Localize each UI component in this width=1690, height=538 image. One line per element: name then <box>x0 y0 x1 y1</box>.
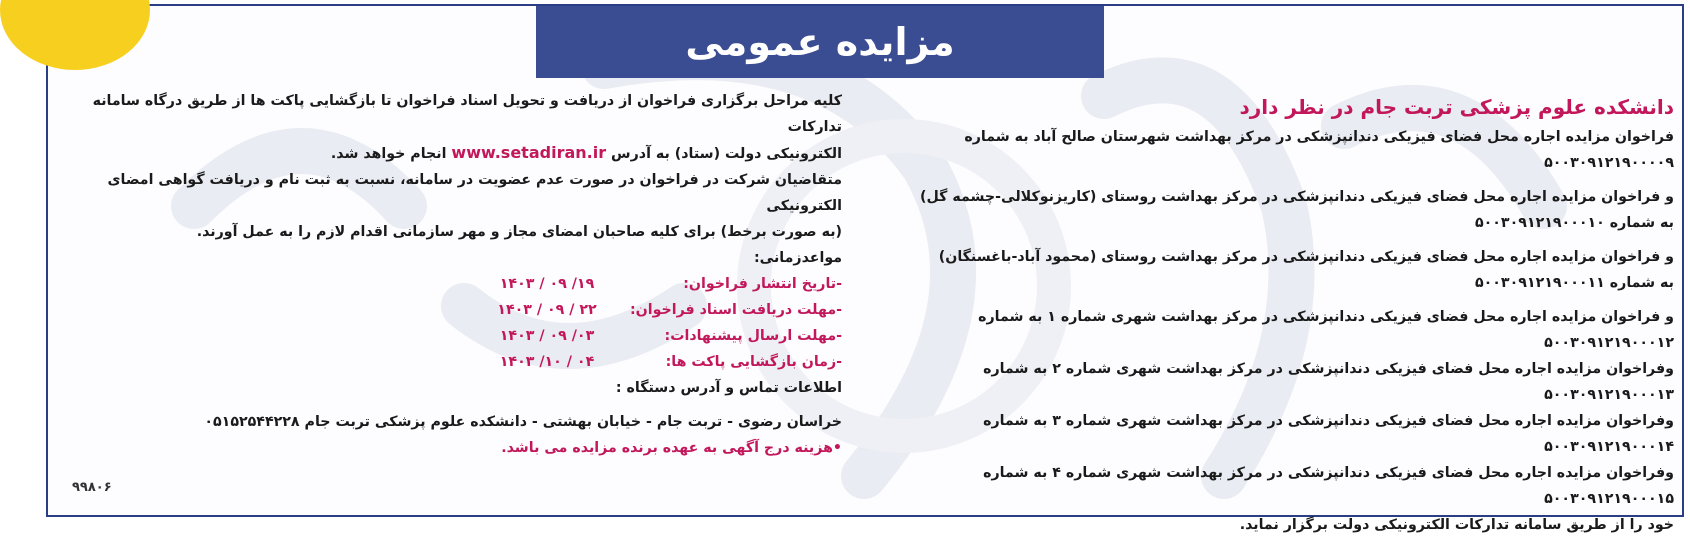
intro-line-1: کلیه مراحل برگزاری فراخوان از دریافت و تحویل اسناد فراخوان تا بازگشایی پاکت ها از طریق درگاه سامانه تدارکات <box>92 93 842 135</box>
schedule-date: ۱۴۰۳ /۱۰ / ۰۴ <box>499 354 595 370</box>
ad-number: ۹۹۸۰۶ <box>72 480 112 495</box>
page-title: مزایده عمومی <box>685 20 955 64</box>
call-line-2: و فراخوان مزایده اجاره محل فضای فیزیکی دندانپزشکی در مرکز بهداشت روستای (کاریزنوکلالی-چشمه گل) <box>920 189 1674 205</box>
schedule-date: ۱۴۰۳ / ۰۹ / ۲۲ <box>497 302 597 318</box>
right-column <box>862 92 1674 538</box>
call-number-1: ۵۰۰۳۰۹۱۲۱۹۰۰۰۰۹ <box>1544 155 1674 171</box>
schedule-date: ۱۴۰۳ / ۰۹ /۰۳ <box>499 328 595 344</box>
call-line-3: و فراخوان مزایده اجاره محل فضای فیزیکی دندانپزشکی در مرکز بهداشت روستای (محمود آباد-باغسنگان) <box>938 249 1674 265</box>
call-number-3: به شماره ۵۰۰۳۰۹۱۲۱۹۰۰۰۱۱ <box>1474 275 1674 291</box>
call-line-4: و فراخوان مزایده اجاره محل فضای فیزیکی دندانپزشکی در مرکز بهداشت شهری شماره ۱ به شماره ۵۰۰۳۰۹۱۲۱۹۰۰۰۱۲ <box>978 309 1674 351</box>
fee-note: •هزینه درج آگهی به عهده برنده مزایده می باشد. <box>501 440 842 456</box>
applicants-line-2: (به صورت برخط) برای کلیه صاحبان امضای مجاز و مهر سازمانی اقدام لازم را به عمل آورند. <box>196 224 842 240</box>
contact-heading: اطلاعات تماس و آدرس دستگاه : <box>615 380 842 396</box>
call-line-1: فراخوان مزایده اجاره محل فضای فیزیکی دندانپزشکی در مرکز بهداشت شهرستان صالح آباد به شماره <box>964 129 1674 145</box>
intro-line-2-post: انجام خواهد شد. <box>330 146 447 162</box>
schedule-row <box>382 323 842 349</box>
contact-address: خراسان رضوی - تربت جام - خیابان بهشتی - دانشکده علوم پزشکی تربت جام ۰۵۱۵۲۵۴۴۲۲۸ <box>204 414 842 430</box>
closing-line: خود را از طریق سامانه تدارکات الکترونیکی دولت برگزار نماید. <box>1239 517 1674 533</box>
schedule-heading: مواعدزمانی: <box>753 250 842 266</box>
schedule-label: -تاریخ انتشار فراخوان: <box>683 276 842 292</box>
call-line-7: وفراخوان مزایده اجاره محل فضای فیزیکی دندانپزشکی در مرکز بهداشت شهری شماره ۴ به شماره ۵۰۰۳۰۹۱۲۱۹۰۰۰۱۵ <box>983 465 1674 507</box>
schedule-row <box>382 297 842 323</box>
schedule-date: ۱۴۰۳ / ۰۹ /۱۹ <box>499 276 595 292</box>
schedule-label: -زمان بازگشایی پاکت ها: <box>665 354 842 370</box>
schedule-label: -مهلت دریافت اسناد فراخوان: <box>629 302 842 318</box>
schedule-row <box>382 271 842 297</box>
call-number-2: به شماره ۵۰۰۳۰۹۱۲۱۹۰۰۰۱۰ <box>1474 215 1674 231</box>
schedule-row <box>382 349 842 375</box>
title-banner <box>536 6 1104 78</box>
setadiran-link[interactable]: www.setadiran.ir <box>451 143 607 162</box>
announcement-frame <box>46 4 1684 533</box>
call-line-5: وفراخوان مزایده اجاره محل فضای فیزیکی دندانپزشکی در مرکز بهداشت شهری شماره ۲ به شماره ۵۰۰۳۰۹۱۲۱۹۰۰۰۱۳ <box>983 361 1674 403</box>
left-column <box>46 88 842 461</box>
intro-line-2-pre: الکترونیکی دولت (ستاد) به آدرس <box>611 146 842 162</box>
intro-line-2 <box>46 140 842 167</box>
applicants-line-1: متقاضیان شرکت در فراخوان در صورت عدم عضویت در سامانه، نسبت به ثبت نام و دریافت گواهی امضای الکترونیکی <box>107 172 842 214</box>
schedule-label: -مهلت ارسال پیشنهادات: <box>664 328 842 344</box>
organization-heading: دانشکده علوم پزشکی تربت جام در نظر دارد <box>1239 95 1674 119</box>
call-line-6: وفراخوان مزایده اجاره محل فضای فیزیکی دندانپزشکی در مرکز بهداشت شهری شماره ۳ به شماره ۵۰۰۳۰۹۱۲۱۹۰۰۰۱۴ <box>983 413 1674 455</box>
corner-decoration <box>0 0 150 70</box>
